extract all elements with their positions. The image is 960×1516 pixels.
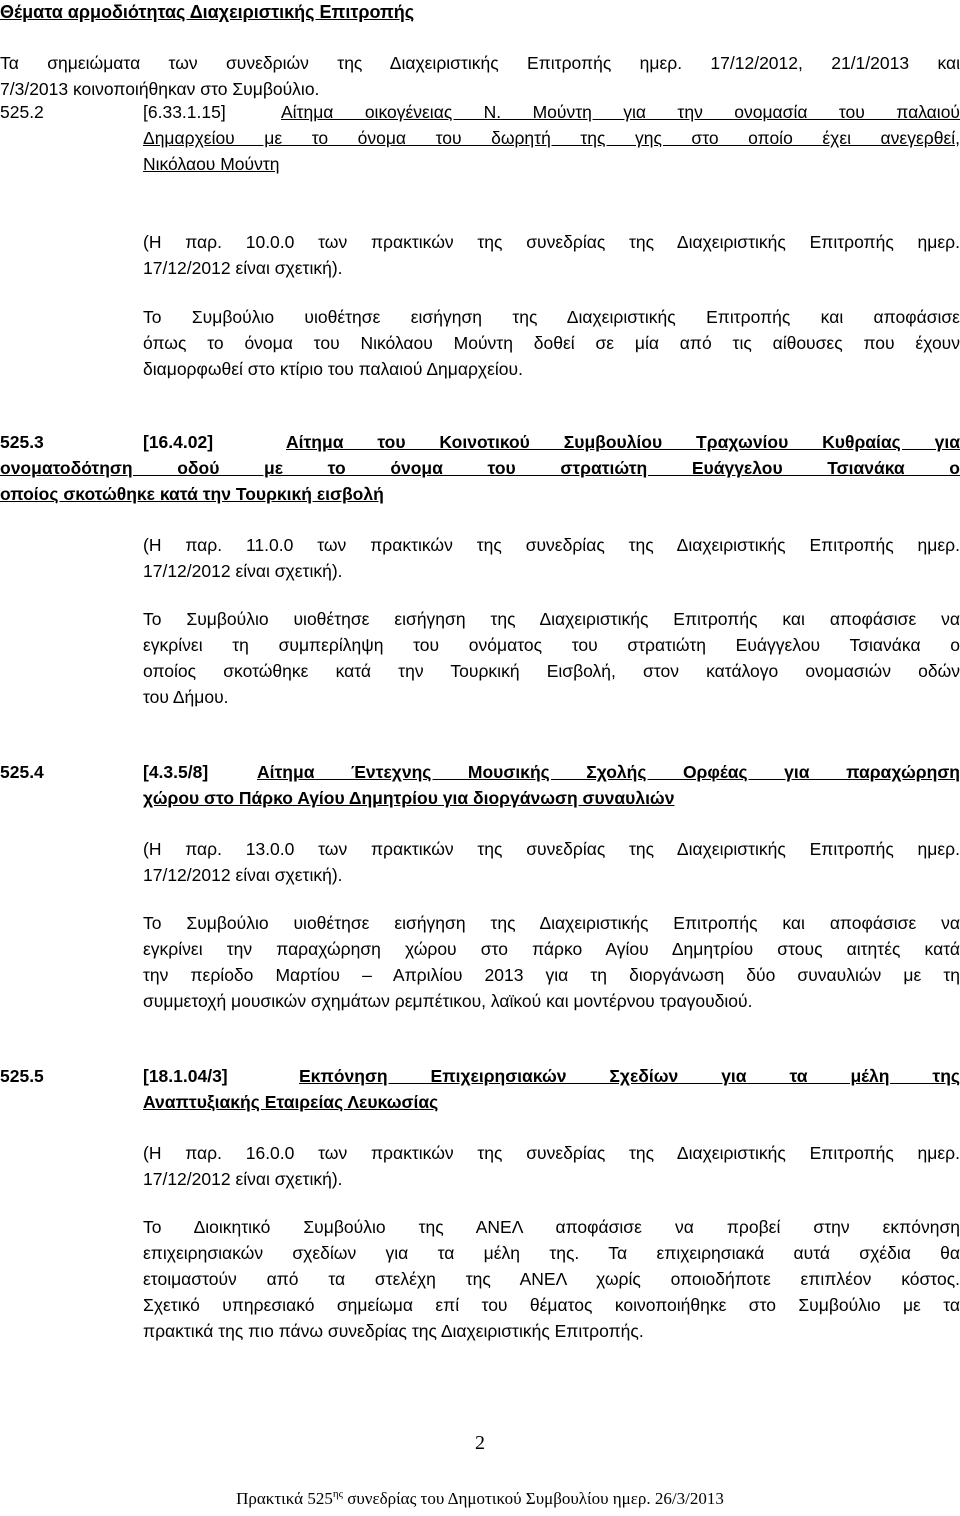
item-heading-line: Αίτημα του Κοινοτικού Συμβουλίου Τραχωνίου Κυθραίας για (286, 432, 960, 452)
item-ref: [4.3.5/8] (143, 762, 209, 782)
item-525-5-block (0, 1063, 960, 1115)
item-525-2-block (0, 99, 960, 177)
intro-paragraph (0, 50, 960, 102)
item-heading-line: Δημαρχείου με το όνομα του δωρητή της γης στο οποίο έχει ανεγερθεί, (143, 128, 960, 148)
item-ref: [6.33.1.15] (143, 102, 226, 122)
item-number: 525.3 (0, 432, 44, 452)
page-number: 2 (475, 1432, 485, 1454)
intro-line: 7/3/2013 κοινοποιήθηκαν στο Συμβούλιο. (0, 79, 320, 99)
item-note: (Η παρ. 11.0.0 των πρακτικών της συνεδρίας της Διαχειριστικής Επιτροπής ημερ. 17/12/2012 είναι σχετική). (143, 535, 960, 581)
footer-superscript: ης (332, 1488, 343, 1500)
item-number: 525.2 (0, 102, 44, 122)
item-decision: Το Διοικητικό Συμβούλιο της ΑΝΕΛ αποφάσισε να προβεί στην εκπόνηση επιχειρησιακών σχεδίων για τα μέλη της. Τα επιχειρησιακά αυτά σχέδια θα ετοιμαστούν από τα στελέχη της ΑΝΕΛ χωρίς οποιοδήποτε επιπλέον κόστος. Σχετικό υπηρεσιακό σημείωμα επί του θέματος κοινοποιήθηκε στο Συμβούλιο με τα πρακτικά της πιο πάνω συνεδρίας της Διαχειριστικής Επιτροπής. (143, 1217, 960, 1341)
item-ref: [18.1.04/3] (143, 1066, 228, 1086)
item-note: (Η παρ. 13.0.0 των πρακτικών της συνεδρίας της Διαχειριστικής Επιτροπής ημερ. 17/12/2012 είναι σχετική). (143, 839, 960, 885)
intro-line: Τα σημειώματα των συνεδριών της Διαχειριστικής Επιτροπής ημερ. 17/12/2012, 21/1/2013 και (0, 53, 960, 73)
item-number: 525.5 (0, 1066, 44, 1086)
page-footer (0, 1488, 960, 1509)
item-heading-line: Αίτημα οικογένειας Ν. Μούντη για την ονομασία του παλαιού (281, 102, 960, 122)
footer-prefix: Πρακτικά 525 (236, 1489, 333, 1508)
item-note: (Η παρ. 10.0.0 των πρακτικών της συνεδρίας της Διαχειριστικής Επιτροπής ημερ. 17/12/2012 είναι σχετική). (143, 232, 960, 278)
item-heading-line: Αναπτυξιακής Εταιρείας Λευκωσίας (143, 1092, 439, 1112)
item-ref: [16.4.02] (143, 432, 214, 452)
item-heading-line: Εκπόνηση Επιχειρησιακών Σχεδίων για τα μέλη της (299, 1066, 960, 1086)
item-note: (Η παρ. 16.0.0 των πρακτικών της συνεδρίας της Διαχειριστικής Επιτροπής ημερ. 17/12/2012 είναι σχετική). (143, 1143, 960, 1189)
section-title: Θέματα αρμοδιότητας Διαχειριστικής Επιτροπής (0, 2, 415, 22)
item-decision: Το Συμβούλιο υιοθέτησε εισήγηση της Διαχειριστικής Επιτροπής και αποφάσισε να εγκρίνει τη συμπερίληψη του ονόματος του στρατιώτη Ευάγγελου Τσιανάκα ο οποίος σκοτώθηκε κατά την Τουρκική Εισβολή, στον κατάλογο ονομασιών οδών του Δήμου. (143, 609, 960, 707)
item-525-3-block (0, 429, 960, 507)
item-heading-line: Αίτημα Έντεχνης Μουσικής Σχολής Ορφέας για παραχώρηση (257, 762, 960, 782)
item-heading-line: οποίος σκοτώθηκε κατά την Τουρκική εισβολή (0, 484, 384, 504)
item-decision: Το Συμβούλιο υιοθέτησε εισήγηση της Διαχειριστικής Επιτροπής και αποφάσισε όπως το όνομα του Νικόλαου Μούντη δοθεί σε μία από τις αίθουσες που έχουν διαμορφωθεί στο κτίριο του παλαιού Δημαρχείου. (143, 307, 960, 379)
footer-suffix: συνεδρίας του Δημοτικού Συμβουλίου ημερ. 26/3/2013 (342, 1489, 724, 1508)
item-decision: Το Συμβούλιο υιοθέτησε εισήγηση της Διαχειριστικής Επιτροπής και αποφάσισε να εγκρίνει την παραχώρηση χώρου στο πάρκο Αγίου Δημητρίου στους αιτητές κατά την περίοδο Μαρτίου – Απριλίου 2013 για τη διοργάνωση δύο συναυλιών με τη συμμετοχή μουσικών σχημάτων ρεμπέτικου, λαϊκού και μοντέρνου τραγουδιού. (143, 913, 960, 1011)
item-heading-line: Νικόλαου Μούντη (143, 154, 280, 174)
item-number: 525.4 (0, 762, 44, 782)
item-heading-line: ονοματοδότηση οδού με το όνομα του στρατιώτη Ευάγγελου Τσιανάκα ο (0, 458, 960, 478)
item-525-4-block (0, 759, 960, 811)
item-heading-line: χώρου στο Πάρκο Αγίου Δημητρίου για διοργάνωση συναυλιών (143, 788, 675, 808)
